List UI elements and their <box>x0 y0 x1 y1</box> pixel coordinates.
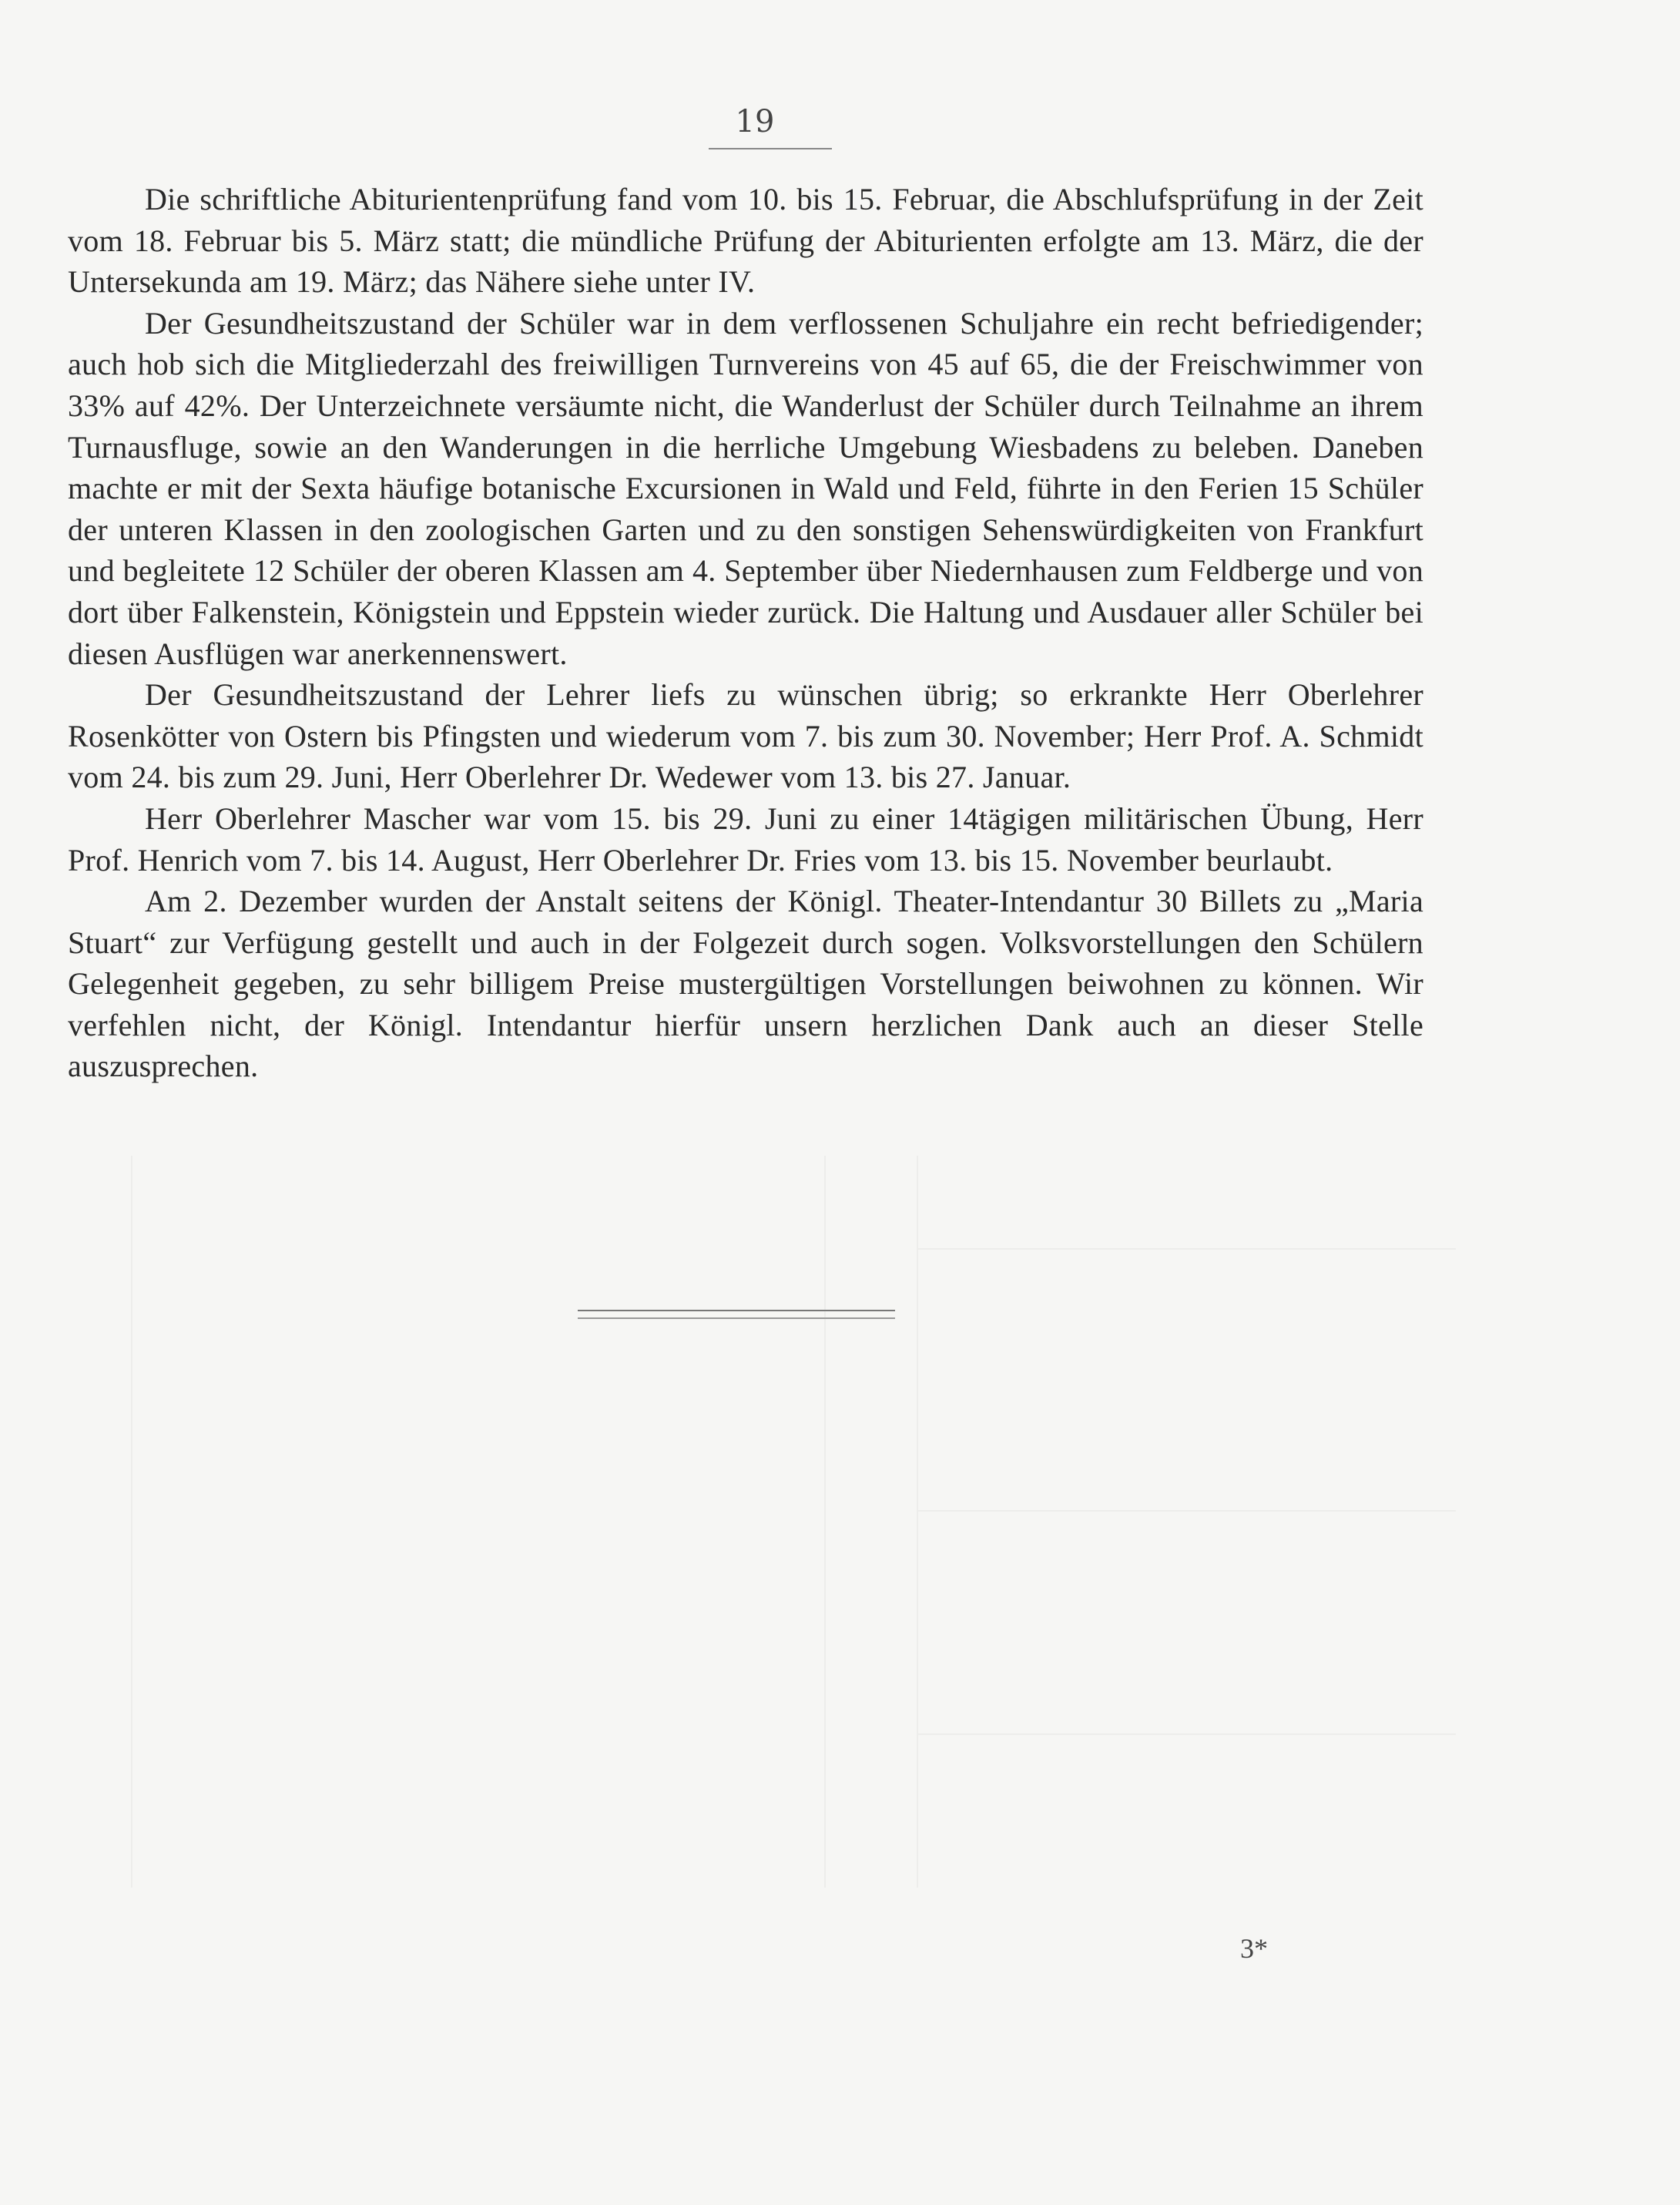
show-through-rule <box>917 1733 1456 1735</box>
show-through-rule <box>131 1156 132 1888</box>
paragraph-student-health: Der Gesundheitszustand der Schüler war in dem verflossenen Schuljahre ein recht befriedigender; auch hob sich die Mitgliederzahl des freiwilligen Turnvereins von 45 auf 65, die der Freischwimmer von 33% auf 42%. Der Unterzeichnete versäumte nicht, die Wanderlust der Schüler durch Teilnahme an ihrem Turnausfluge, sowie an den Wanderungen in die herrliche Umgebung Wiesbadens zu beleben. Daneben machte er mit der Sexta häufige botanische Excursionen in Wald und Feld, führte in den Ferien 15 Schüler der unteren Klassen in den zoologischen Garten und zu den sonstigen Sehenswürdigkeiten von Frankfurt und begleitete 12 Schüler der oberen Klassen am 4. September über Niedernhausen zum Feldberge und von dort über Falkenstein, Königstein und Eppstein wieder zurück. Die Haltung und Ausdauer aller Schüler bei diesen Ausflügen war anerkennenswert. <box>68 305 1423 671</box>
closing-rule <box>578 1317 895 1319</box>
show-through-rule <box>917 1510 1456 1512</box>
paragraph-theater: Am 2. Dezember wurden der Anstalt seitens der Königl. Theater-Intendantur 30 Billets zu „Maria Stuart“ zur Verfügung gestellt und auch in der Folgezeit durch sogen. Volksvorstellungen den Schülern Gelegenheit gegeben, zu sehr billigem Preise mustergültigen Vorstellungen beiwohnen zu können. Wir verfehlen nicht, der Königl. Intendantur hierfür unsern herzlichen Dank auch an dieser Stelle auszusprechen. <box>68 884 1423 1084</box>
closing-rule <box>578 1310 895 1311</box>
paragraph-exam: Die schriftliche Abiturientenprüfung fand vom 10. bis 15. Februar, die Abschlufsprüfung in der Zeit vom 18. Februar bis 5. März statt; die mündliche Prüfung der Abiturienten erfolgte am 13. März, die der Untersekunda am 19. März; das Nähere siehe unter IV. <box>68 182 1423 300</box>
show-through-rule <box>917 1248 1456 1250</box>
paragraph-teacher-health: Der Gesundheitszustand der Lehrer liefs zu wünschen übrig; so erkrankte Herr Oberlehrer Rosenkötter von Ostern bis Pfingsten und wiederum vom 7. bis zum 30. November; Herr Prof. A. Schmidt vom 24. bis zum 29. Juni, Herr Oberlehrer Dr. Wedewer vom 13. bis 27. Januar. <box>68 677 1423 795</box>
paragraph-leave: Herr Oberlehrer Mascher war vom 15. bis 29. Juni zu einer 14tägigen militärischen Übung, Herr Prof. Henrich vom 7. bis 14. August, Herr Oberlehrer Dr. Fries vom 13. bis 15. November beurlaubt. <box>68 800 1423 878</box>
text-body <box>68 179 1423 1087</box>
show-through-rule <box>917 1156 918 1888</box>
show-through-rule <box>824 1156 826 1888</box>
header-rule <box>709 148 832 149</box>
sheet-signature-mark: 3* <box>1240 1933 1268 1964</box>
page-number: 19 <box>735 104 775 139</box>
